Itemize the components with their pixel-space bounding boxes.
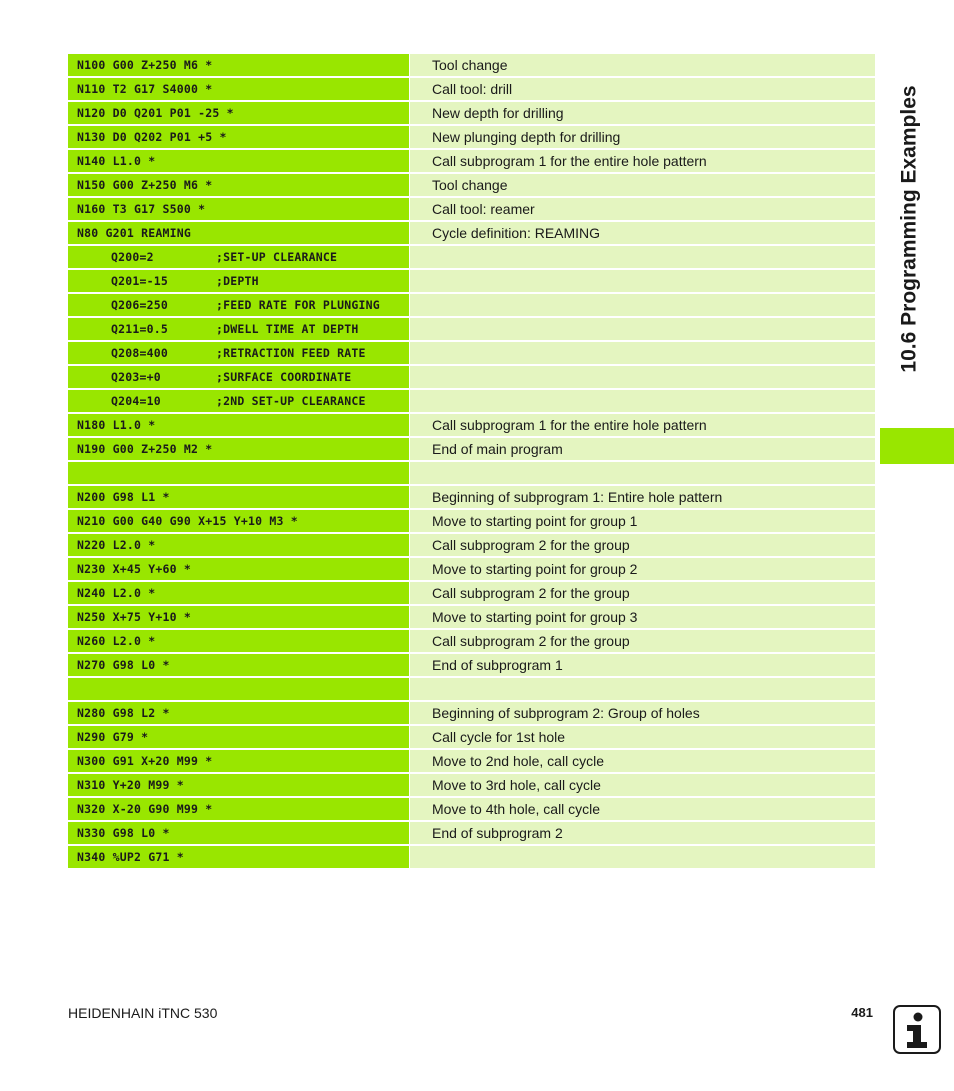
block-description bbox=[410, 342, 875, 364]
table-row bbox=[68, 822, 875, 844]
cycle-parameter bbox=[68, 294, 409, 316]
nc-block: N290 G79 * bbox=[68, 726, 409, 748]
table-row bbox=[68, 270, 875, 292]
nc-block: N160 T3 G17 S500 * bbox=[68, 198, 409, 220]
table-row bbox=[68, 390, 875, 412]
block-description: Beginning of subprogram 2: Group of holes bbox=[410, 702, 875, 724]
parameter-value: Q201=-15 bbox=[111, 274, 168, 288]
table-row bbox=[68, 750, 875, 772]
block-description bbox=[410, 318, 875, 340]
block-description: Move to starting point for group 1 bbox=[410, 510, 875, 532]
table-row bbox=[68, 150, 875, 172]
block-description bbox=[410, 246, 875, 268]
block-description: Call subprogram 2 for the group bbox=[410, 534, 875, 556]
parameter-comment: ;FEED RATE FOR PLUNGING bbox=[216, 298, 380, 312]
parameter-comment: ;DWELL TIME AT DEPTH bbox=[216, 322, 359, 336]
nc-block: N140 L1.0 * bbox=[68, 150, 409, 172]
cycle-parameter bbox=[68, 318, 409, 340]
info-icon bbox=[893, 1005, 941, 1054]
info-icon-glyph bbox=[902, 1011, 932, 1049]
table-row bbox=[68, 318, 875, 340]
table-row bbox=[68, 486, 875, 508]
nc-block: N200 G98 L1 * bbox=[68, 486, 409, 508]
block-description bbox=[410, 270, 875, 292]
nc-block: N310 Y+20 M99 * bbox=[68, 774, 409, 796]
cycle-parameter bbox=[68, 366, 409, 388]
nc-block: N240 L2.0 * bbox=[68, 582, 409, 604]
block-description: End of main program bbox=[410, 438, 875, 460]
nc-block: N210 G00 G40 G90 X+15 Y+10 M3 * bbox=[68, 510, 409, 532]
block-description: Move to starting point for group 2 bbox=[410, 558, 875, 580]
block-description: Beginning of subprogram 1: Entire hole pattern bbox=[410, 486, 875, 508]
parameter-comment: ;2ND SET-UP CLEARANCE bbox=[216, 394, 366, 408]
chapter-tab-marker bbox=[880, 428, 954, 464]
table-row bbox=[68, 414, 875, 436]
nc-block: N320 X-20 G90 M99 * bbox=[68, 798, 409, 820]
block-description bbox=[410, 390, 875, 412]
parameter-value: Q206=250 bbox=[111, 298, 168, 312]
nc-block: N300 G91 X+20 M99 * bbox=[68, 750, 409, 772]
block-description: Move to 4th hole, call cycle bbox=[410, 798, 875, 820]
parameter-value: Q208=400 bbox=[111, 346, 168, 360]
block-description: Tool change bbox=[410, 174, 875, 196]
nc-block: N110 T2 G17 S4000 * bbox=[68, 78, 409, 100]
block-description: New depth for drilling bbox=[410, 102, 875, 124]
parameter-value: Q200=2 bbox=[111, 250, 154, 264]
footer-product: HEIDENHAIN iTNC 530 bbox=[68, 1005, 218, 1021]
table-row bbox=[68, 774, 875, 796]
table-row bbox=[68, 366, 875, 388]
parameter-comment: ;SET-UP CLEARANCE bbox=[216, 250, 338, 264]
block-description bbox=[410, 462, 875, 484]
cycle-parameter bbox=[68, 342, 409, 364]
block-description bbox=[410, 846, 875, 868]
table-row bbox=[68, 702, 875, 724]
parameter-comment: ;DEPTH bbox=[216, 274, 259, 288]
table-row bbox=[68, 558, 875, 580]
table-row bbox=[68, 438, 875, 460]
block-description: New plunging depth for drilling bbox=[410, 126, 875, 148]
table-row bbox=[68, 198, 875, 220]
table-row bbox=[68, 678, 875, 700]
cycle-parameter bbox=[68, 390, 409, 412]
parameter-comment: ;SURFACE COORDINATE bbox=[216, 370, 352, 384]
table-row bbox=[68, 174, 875, 196]
nc-block: N250 X+75 Y+10 * bbox=[68, 606, 409, 628]
nc-block: N280 G98 L2 * bbox=[68, 702, 409, 724]
block-description: Move to 3rd hole, call cycle bbox=[410, 774, 875, 796]
nc-block: N120 D0 Q201 P01 -25 * bbox=[68, 102, 409, 124]
table-row bbox=[68, 606, 875, 628]
parameter-value: Q204=10 bbox=[111, 394, 161, 408]
cycle-parameter bbox=[68, 270, 409, 292]
nc-block: N220 L2.0 * bbox=[68, 534, 409, 556]
table-row bbox=[68, 294, 875, 316]
section-title bbox=[880, 54, 940, 404]
table-row bbox=[68, 510, 875, 532]
table-row bbox=[68, 630, 875, 652]
nc-block: N260 L2.0 * bbox=[68, 630, 409, 652]
table-row bbox=[68, 102, 875, 124]
table-row bbox=[68, 726, 875, 748]
nc-block: N190 G00 Z+250 M2 * bbox=[68, 438, 409, 460]
block-description: Tool change bbox=[410, 54, 875, 76]
parameter-comment: ;RETRACTION FEED RATE bbox=[216, 346, 366, 360]
nc-block: N80 G201 REAMING bbox=[68, 222, 409, 244]
block-description: End of subprogram 2 bbox=[410, 822, 875, 844]
block-description: Call subprogram 1 for the entire hole pattern bbox=[410, 150, 875, 172]
block-description: Call subprogram 2 for the group bbox=[410, 582, 875, 604]
nc-block: N330 G98 L0 * bbox=[68, 822, 409, 844]
table-row bbox=[68, 342, 875, 364]
block-description bbox=[410, 366, 875, 388]
table-row bbox=[68, 582, 875, 604]
table-row bbox=[68, 126, 875, 148]
nc-block: N100 G00 Z+250 M6 * bbox=[68, 54, 409, 76]
block-description: Call tool: reamer bbox=[410, 198, 875, 220]
parameter-value: Q211=0.5 bbox=[111, 322, 168, 336]
block-description: End of subprogram 1 bbox=[410, 654, 875, 676]
table-row bbox=[68, 534, 875, 556]
block-description: Move to starting point for group 3 bbox=[410, 606, 875, 628]
block-description: Call cycle for 1st hole bbox=[410, 726, 875, 748]
page-number: 481 bbox=[851, 1005, 873, 1020]
nc-block bbox=[68, 462, 409, 484]
cycle-parameter bbox=[68, 246, 409, 268]
table-row bbox=[68, 78, 875, 100]
block-description: Call subprogram 1 for the entire hole pattern bbox=[410, 414, 875, 436]
table-row bbox=[68, 846, 875, 868]
table-row bbox=[68, 462, 875, 484]
nc-block bbox=[68, 678, 409, 700]
nc-block: N270 G98 L0 * bbox=[68, 654, 409, 676]
table-row bbox=[68, 54, 875, 76]
nc-block: N230 X+45 Y+60 * bbox=[68, 558, 409, 580]
program-table bbox=[68, 54, 875, 870]
table-row bbox=[68, 798, 875, 820]
table-row bbox=[68, 246, 875, 268]
nc-block: N340 %UP2 G71 * bbox=[68, 846, 409, 868]
block-description: Call subprogram 2 for the group bbox=[410, 630, 875, 652]
table-row bbox=[68, 222, 875, 244]
table-row bbox=[68, 654, 875, 676]
block-description: Cycle definition: REAMING bbox=[410, 222, 875, 244]
nc-block: N150 G00 Z+250 M6 * bbox=[68, 174, 409, 196]
section-title-text: 10.6 Programming Examples bbox=[898, 85, 921, 373]
block-description: Move to 2nd hole, call cycle bbox=[410, 750, 875, 772]
block-description bbox=[410, 294, 875, 316]
block-description: Call tool: drill bbox=[410, 78, 875, 100]
nc-block: N130 D0 Q202 P01 +5 * bbox=[68, 126, 409, 148]
parameter-value: Q203=+0 bbox=[111, 370, 161, 384]
block-description bbox=[410, 678, 875, 700]
nc-block: N180 L1.0 * bbox=[68, 414, 409, 436]
